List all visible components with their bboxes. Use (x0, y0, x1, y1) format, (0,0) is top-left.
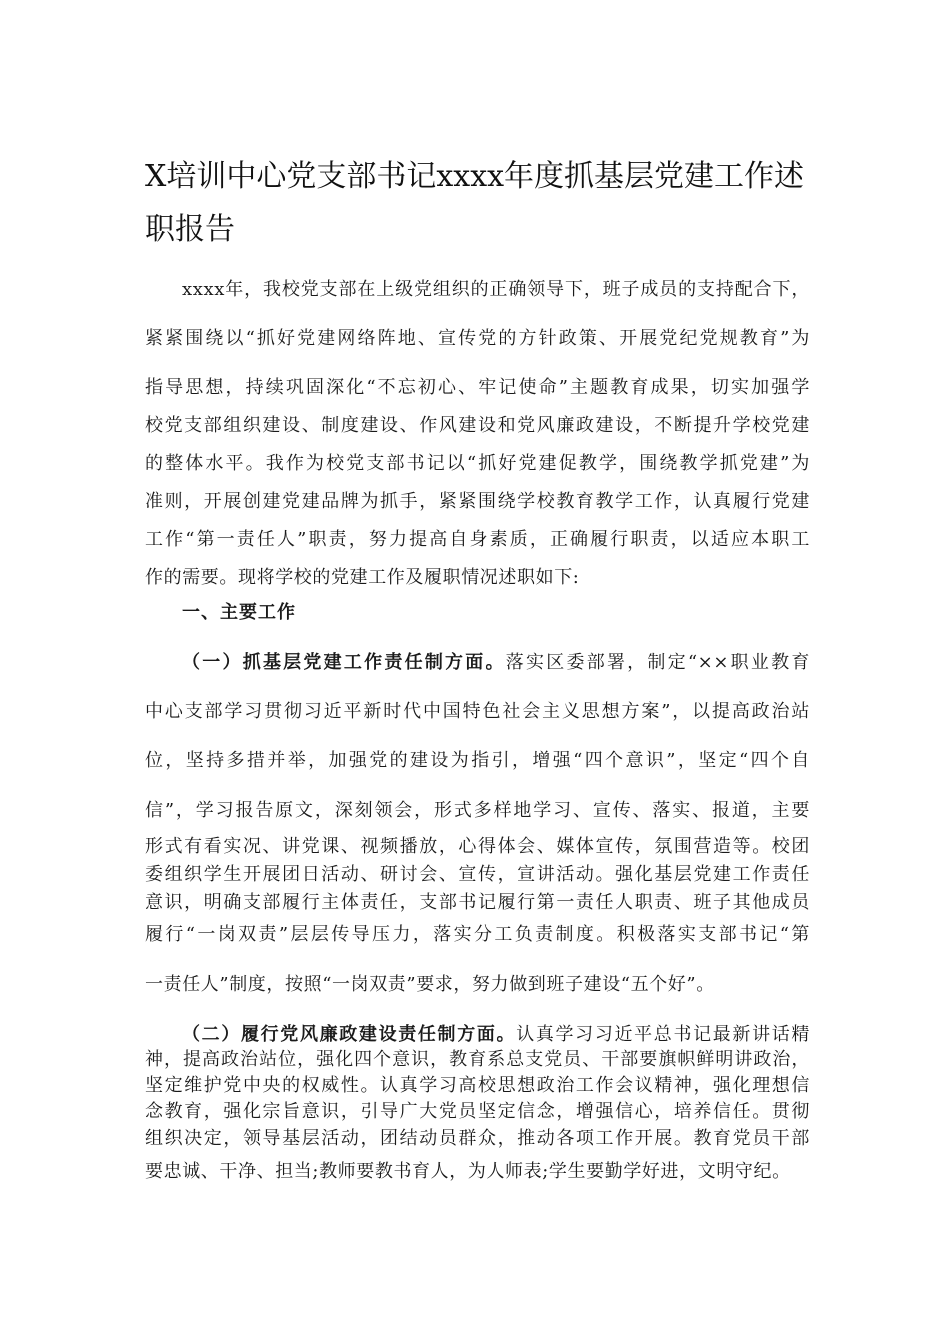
intro-line: 紧紧围绕以“抓好党建网络阵地、宣传党的方针政策、开展党纪党规教育”为 (145, 328, 810, 349)
subsection-1-line: 履行“一岗双责”层层传导压力，落实分工负责制度。积极落实支部书记“第 (145, 924, 810, 945)
subsection-1-first-line (182, 648, 810, 674)
subsection-1-text: 落实区委部署，制定“××职业教育 (505, 652, 810, 673)
subsection-1-line: 信”，学习报告原文，深刻领会，形式多样地学习、宣传、落实、报道，主要 (145, 800, 810, 821)
title-line-1: X培训中心党支部书记xxxx年度抓基层党建工作述 (145, 159, 805, 194)
subsection-1-line: 委组织学生开展团日活动、研讨会、宣传，宣讲活动。强化基层党建工作责任 (145, 864, 810, 885)
document-title (145, 150, 825, 256)
intro-line: 作的需要。现将学校的党建工作及履职情况述职如下: (145, 567, 580, 588)
subsection-1-line: 形式有看实况、讲党课、视频播放，心得体会、媒体宣传，氛围营造等。校团 (145, 836, 810, 857)
intro-line: 指导思想，持续巩固深化“不忘初心、牢记使命”主题教育成果，切实加强学 (145, 377, 810, 398)
subsection-2-first-line (182, 1020, 810, 1046)
intro-line: xxxx年，我校党支部在上级党组织的正确领导下，班子成员的支持配合下， (182, 279, 810, 300)
subsection-2-line: 坚定维护党中央的权威性。认真学习高校思想政治工作会议精神，强化理想信 (145, 1075, 810, 1096)
subsection-1-line: 位，坚持多措并举，加强党的建设为指引，增强“四个意识”，坚定“四个自 (145, 750, 810, 771)
subsection-2-heading: （二）履行党风廉政建设责任制方面。 (182, 1024, 517, 1045)
intro-line: 准则，开展创建党建品牌为抓手，紧紧围绕学校教育教学工作，认真履行党建 (145, 491, 810, 512)
intro-line: 的整体水平。我作为校党支部书记以“抓好党建促教学，围绕教学抓党建”为 (145, 453, 810, 474)
subsection-2-text: 认真学习习近平总书记最新讲话精 (516, 1024, 810, 1045)
intro-line: 工作“第一责任人”职责，努力提高自身素质，正确履行职责，以适应本职工 (145, 529, 810, 550)
subsection-1-line: 一责任人”制度，按照“一岗双责”要求，努力做到班子建设“五个好”。 (145, 974, 715, 995)
subsection-2-line: 组织决定，领导基层活动，团结动员群众，推动各项工作开展。教育党员干部 (145, 1128, 810, 1149)
section-heading: 一、主要工作 (182, 602, 296, 623)
subsection-2-line: 神，提高政治站位，强化四个意识，教育系总支党员、干部要旗帜鲜明讲政治， (145, 1049, 810, 1070)
subsection-1-heading: （一）抓基层党建工作责任制方面。 (182, 652, 506, 673)
title-line-2: 职报告 (145, 212, 235, 247)
intro-line: 校党支部组织建设、制度建设、作风建设和党风廉政建设，不断提升学校党建 (145, 415, 810, 436)
subsection-1-line: 意识，明确支部履行主体责任，支部书记履行第一责任人职责、班子其他成员 (145, 892, 810, 913)
subsection-1-line: 中心支部学习贯彻习近平新时代中国特色社会主义思想方案”，以提高政治站 (145, 701, 810, 722)
subsection-2-line: 念教育，强化宗旨意识，引导广大党员坚定信念，增强信心，培养信任。贯彻 (145, 1101, 810, 1122)
subsection-2-line: 要忠诚、干净、担当;教师要教书育人，为人师表;学生要勤学好进，文明守纪。 (145, 1161, 791, 1182)
